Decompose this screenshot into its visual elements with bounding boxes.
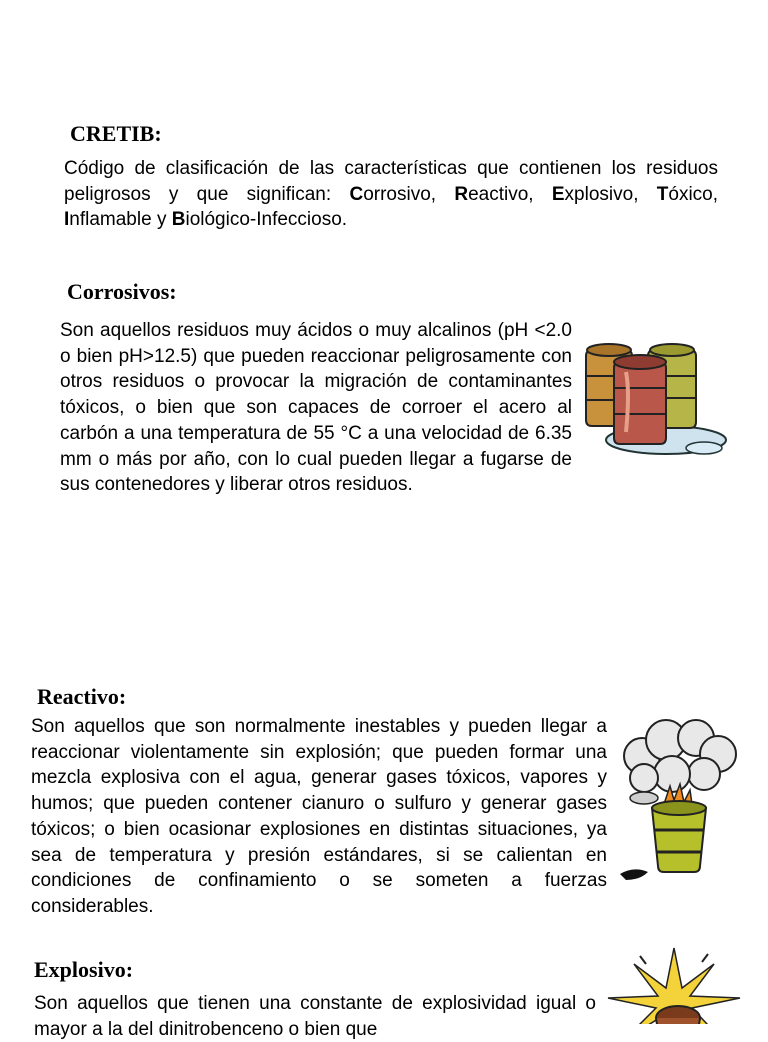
cretib-heading: CRETIB:: [70, 121, 162, 146]
cretib-description: [64, 156, 718, 233]
reactivo-heading: Reactivo:: [37, 684, 127, 709]
corroded-barrels-icon: [584, 336, 728, 460]
corrosivos-heading: Corrosivos:: [67, 279, 177, 304]
term-rest: nflamable y: [69, 209, 172, 231]
term-rest: iológico-Infeccioso.: [185, 209, 348, 231]
term-rest: óxico,: [668, 183, 719, 205]
term-initial: T: [656, 183, 669, 205]
corrosivos-text: Son aquellos residuos muy ácidos o muy alcalinos (pH <2.0 o bien pH>12.5) que pueden reaccionar peligrosamente con otros residuos o provocar la migración de contaminantes tóxicos, o bien que son capaces de corroer el acero al carbón a una temperatura de 55 °C a una velocidad de 6.35 mm o más por año, con lo cual pueden llegar a fugarse de sus contenedores y liberar otros residuos.: [60, 320, 572, 496]
term-initial: E: [551, 183, 565, 205]
term-initial: C: [349, 183, 364, 205]
term-initial: I: [64, 209, 70, 231]
explosivo-text: Son aquellos que tienen una constante de explosividad igual o mayor a la del dinitrobenceno o bien que: [34, 993, 596, 1040]
term-rest: orrosivo,: [363, 183, 455, 205]
term-initial: B: [171, 209, 186, 231]
term-initial: R: [454, 183, 469, 205]
reactivo-text: Son aquellos que son normalmente inestables y pueden llegar a reaccionar violentamente sin explosión; que pueden formar una mezcla explosiva con el agua, generar gases tóxicos, vapores y humos; que pueden contener cianuro o sulfuro y generar gases tóxicos; o bien ocasionar explosiones en distintas situaciones, ya sea de temperatura y presión estándares, si se calientan en condiciones de confinamiento o se someten a fuerzas considerables.: [31, 716, 607, 917]
reacting-barrel-icon: [614, 716, 744, 882]
term-rest: xplosivo,: [564, 183, 657, 205]
explosivo-heading: Explosivo:: [34, 957, 134, 982]
cretib-intro: Código de clasificación de las características que contienen los residuos peligrosos y que significan:: [64, 158, 718, 205]
exploding-barrel-icon: [604, 944, 744, 1024]
term-rest: eactivo,: [468, 183, 552, 205]
